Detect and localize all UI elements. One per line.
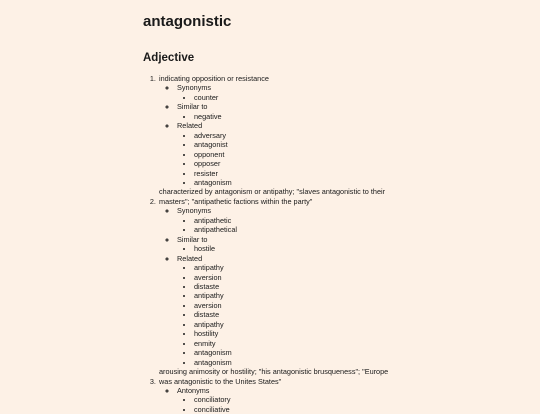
related-word[interactable]: • antagonism [194, 178, 540, 187]
related-word[interactable]: • hostile [194, 244, 540, 253]
relation-group [177, 254, 540, 367]
related-word[interactable]: • distaste [194, 282, 540, 291]
related-word[interactable]: • opposer [194, 159, 540, 168]
related-word[interactable]: • hostility [194, 329, 540, 338]
related-word[interactable]: • negative [194, 112, 540, 121]
word-list [177, 112, 540, 121]
related-word[interactable]: • conciliatory [194, 395, 540, 404]
sense-item [158, 367, 540, 414]
relation-group-label: Similar to [177, 234, 208, 244]
relation-group [177, 235, 540, 254]
relation-group [177, 121, 540, 187]
sense-item [158, 187, 540, 367]
related-word[interactable]: • antipathy [194, 263, 540, 272]
word-list [177, 131, 540, 188]
related-word[interactable]: • antagonist [194, 140, 540, 149]
related-word[interactable]: • antipathetic [194, 216, 540, 225]
related-word[interactable]: • antagonism [194, 348, 540, 357]
word-list [177, 216, 540, 235]
related-word[interactable]: • conciliative [194, 405, 540, 414]
relation-group [177, 206, 540, 234]
relation-group-list [159, 206, 540, 367]
related-word[interactable]: • aversion [194, 273, 540, 282]
word-title: antagonistic [143, 13, 232, 30]
word-list [177, 263, 540, 367]
related-word[interactable]: • antagonism [194, 358, 540, 367]
related-word[interactable]: • enmity [194, 339, 540, 348]
relation-group [177, 102, 540, 121]
sense-definition: characterized by antagonism or antipathy; "slaves antagonistic to their masters"; "antipathetic factions within the party" [159, 187, 386, 206]
sense-list [143, 74, 540, 414]
related-word[interactable]: • antipathy [194, 320, 540, 329]
related-word[interactable]: • antipathetical [194, 225, 540, 234]
relation-group [177, 386, 540, 414]
related-word[interactable]: • opponent [194, 150, 540, 159]
relation-group-label: Similar to [177, 102, 208, 112]
relation-group-label: Synonyms [177, 206, 212, 216]
relation-group-label: Antonyms [177, 385, 210, 395]
related-word[interactable]: • aversion [194, 301, 540, 310]
related-word[interactable]: • distaste [194, 310, 540, 319]
relation-group-label: Synonyms [177, 83, 212, 93]
sense-definition: arousing animosity or hostility; "his antagonistic brusqueness"; "Europe was antagonistic to the Unites States" [159, 367, 389, 386]
relation-group-label: Related [177, 121, 203, 131]
related-word[interactable]: • antipathy [194, 291, 540, 300]
word-list [177, 93, 540, 102]
relation-group [177, 83, 540, 102]
sense-item [158, 74, 540, 187]
word-list [177, 244, 540, 253]
relation-group-label: Related [177, 253, 203, 263]
related-word[interactable]: • counter [194, 93, 540, 102]
part-of-speech-heading: Adjective [143, 52, 195, 64]
related-word[interactable]: • adversary [194, 131, 540, 140]
relation-group-list [159, 83, 540, 187]
relation-group-list [159, 386, 540, 414]
sense-definition: indicating opposition or resistance [159, 74, 269, 83]
related-word[interactable]: • resister [194, 169, 540, 178]
